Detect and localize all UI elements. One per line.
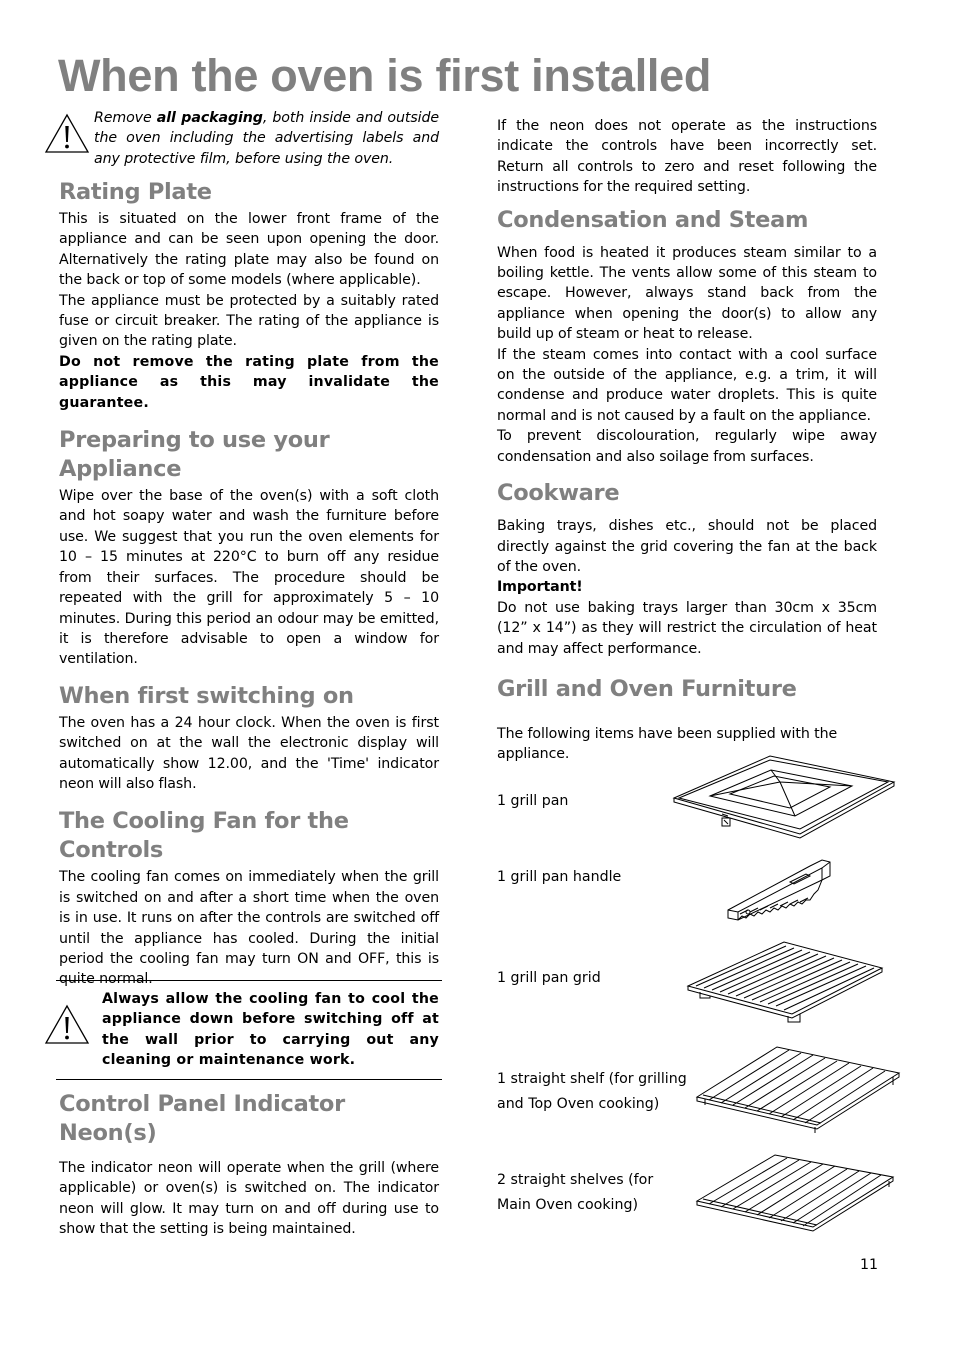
left-column (44, 108, 440, 169)
grill-pan-illustration (670, 752, 900, 840)
page-number: 11 (860, 1257, 879, 1273)
cookware-heading: Cookware (497, 480, 620, 507)
furniture-heading: Grill and Oven Furniture (497, 675, 797, 702)
cooling-fan-heading: The Cooling Fan for the Controls (59, 808, 349, 864)
condensation-p2: If the steam comes into contact with a cool surface on the outside of the appliance, e.g. a trim, it will condense and produce water droplets. This is quite normal and is not caused by a fault on the appliance. (497, 346, 877, 424)
cooling-fan-warning (44, 989, 440, 1071)
indicator-neon-heading: Control Panel Indicator Neon(s) (59, 1091, 345, 1146)
furniture-intro: The following items have been supplied with the appliance. (497, 725, 838, 763)
preparing-p1: Wipe over the base of the oven(s) with a soft cloth and hot soapy water and wash the furniture before use. We suggest that you run the oven elements for 10 – 15 minutes at 220°C to burn off any residue from their surfaces. The procedure should be repeated with the grill for approximately 5 – 10 minutes. During this period an odour may be emitted, it is therefore advisable to open a window for ventilation. (59, 488, 439, 668)
divider-top (56, 980, 442, 981)
cookware-important: Important! (497, 579, 583, 596)
rating-plate-p1: This is situated on the lower front frame of the appliance and can be seen upon opening the door. Alternatively the rating plate may also be found on the back or top of some models (where applicable). (59, 211, 439, 289)
packaging-warning-text: Remove all packaging, both inside and outside the oven including the advertising labels and any protective film, before using the oven. (94, 110, 439, 167)
right-column (497, 116, 877, 765)
divider-bottom (56, 1079, 442, 1080)
furniture-item-grill-pan: 1 grill pan (497, 793, 569, 809)
first-switching-p1: The oven has a 24 hour clock. When the oven is first switched on at the wall the electronic display will automatically show 12.00, and the 'Time' indicator neon will also flash. (59, 714, 439, 792)
page-title: When the oven is first installed (58, 50, 712, 101)
left-body (59, 178, 439, 990)
indicator-section (59, 1090, 439, 1240)
indicator-neon-p2: If the neon does not operate as the instructions indicate the controls have been incorrectly set. Return all controls to zero and reset following the instructions for the required setting. (497, 118, 877, 196)
condensation-p3: To prevent discolouration, regularly wipe away condensation and also soilage from surfaces. (497, 428, 877, 465)
first-switching-heading: When first switching on (59, 682, 354, 709)
rating-plate-p3: Do not remove the rating plate from the appliance as this may invalidate the guarantee. (59, 353, 439, 411)
furniture-item-grill-pan-grid: 1 grill pan grid (497, 970, 601, 986)
indicator-neon-p1: The indicator neon will operate when the grill (where applicable) or oven(s) is switched on. The indicator neon will glow. It may turn on and off during use to show that the setting is being maintained. (59, 1160, 439, 1238)
warning-triangle-icon (44, 1003, 102, 1053)
condensation-p1: When food is heated it produces steam similar to a boiling kettle. The vents allow some of this steam to escape. However, always stand back from the appliance when opening the door(s) to allow any build up of steam or heat to release. (497, 244, 877, 343)
preparing-heading: Preparing to use your Appliance (59, 427, 330, 483)
straight-shelf-illustration (693, 1041, 905, 1133)
cooling-fan-warning-text: Always allow the cooling fan to cool the appliance down before switching off at the wall prior to carrying out any cleaning or maintenance work. (102, 991, 439, 1069)
condensation-heading: Condensation and Steam (497, 206, 809, 233)
cookware-p1: Baking trays, dishes etc., should not be placed directly against the grid covering the fan at the back of the oven. (497, 518, 877, 575)
rating-plate-p2: The appliance must be protected by a suitably rated fuse or circuit breaker. The rating of the appliance is given on the rating plate. (59, 292, 439, 350)
grill-pan-handle-illustration (722, 856, 834, 924)
packaging-warning (44, 108, 440, 169)
furniture-item-grill-pan-handle: 1 grill pan handle (497, 869, 622, 885)
warning-triangle-icon (44, 112, 94, 162)
straight-shelves-illustration (693, 1149, 899, 1235)
rating-plate-heading: Rating Plate (59, 179, 212, 205)
cooling-fan-p1: The cooling fan comes on immediately when the grill is switched on and after a short time when the oven is in use. It runs on after the controls are switched off until the appliance has cooled. During the initial period the cooling fan may turn ON and OFF, this is quite normal. (59, 869, 439, 988)
grill-pan-grid-illustration (684, 938, 888, 1026)
cookware-p2: Do not use baking trays larger than 30cm x 35cm (12” x 14”) as they will restrict the circulation of heat and may affect performance. (497, 599, 877, 657)
furniture-item-straight-shelves: 2 straight shelves (for Main Oven cooking) (497, 1172, 654, 1213)
furniture-item-straight-shelf: 1 straight shelf (for grilling and Top Oven cooking) (497, 1071, 687, 1112)
